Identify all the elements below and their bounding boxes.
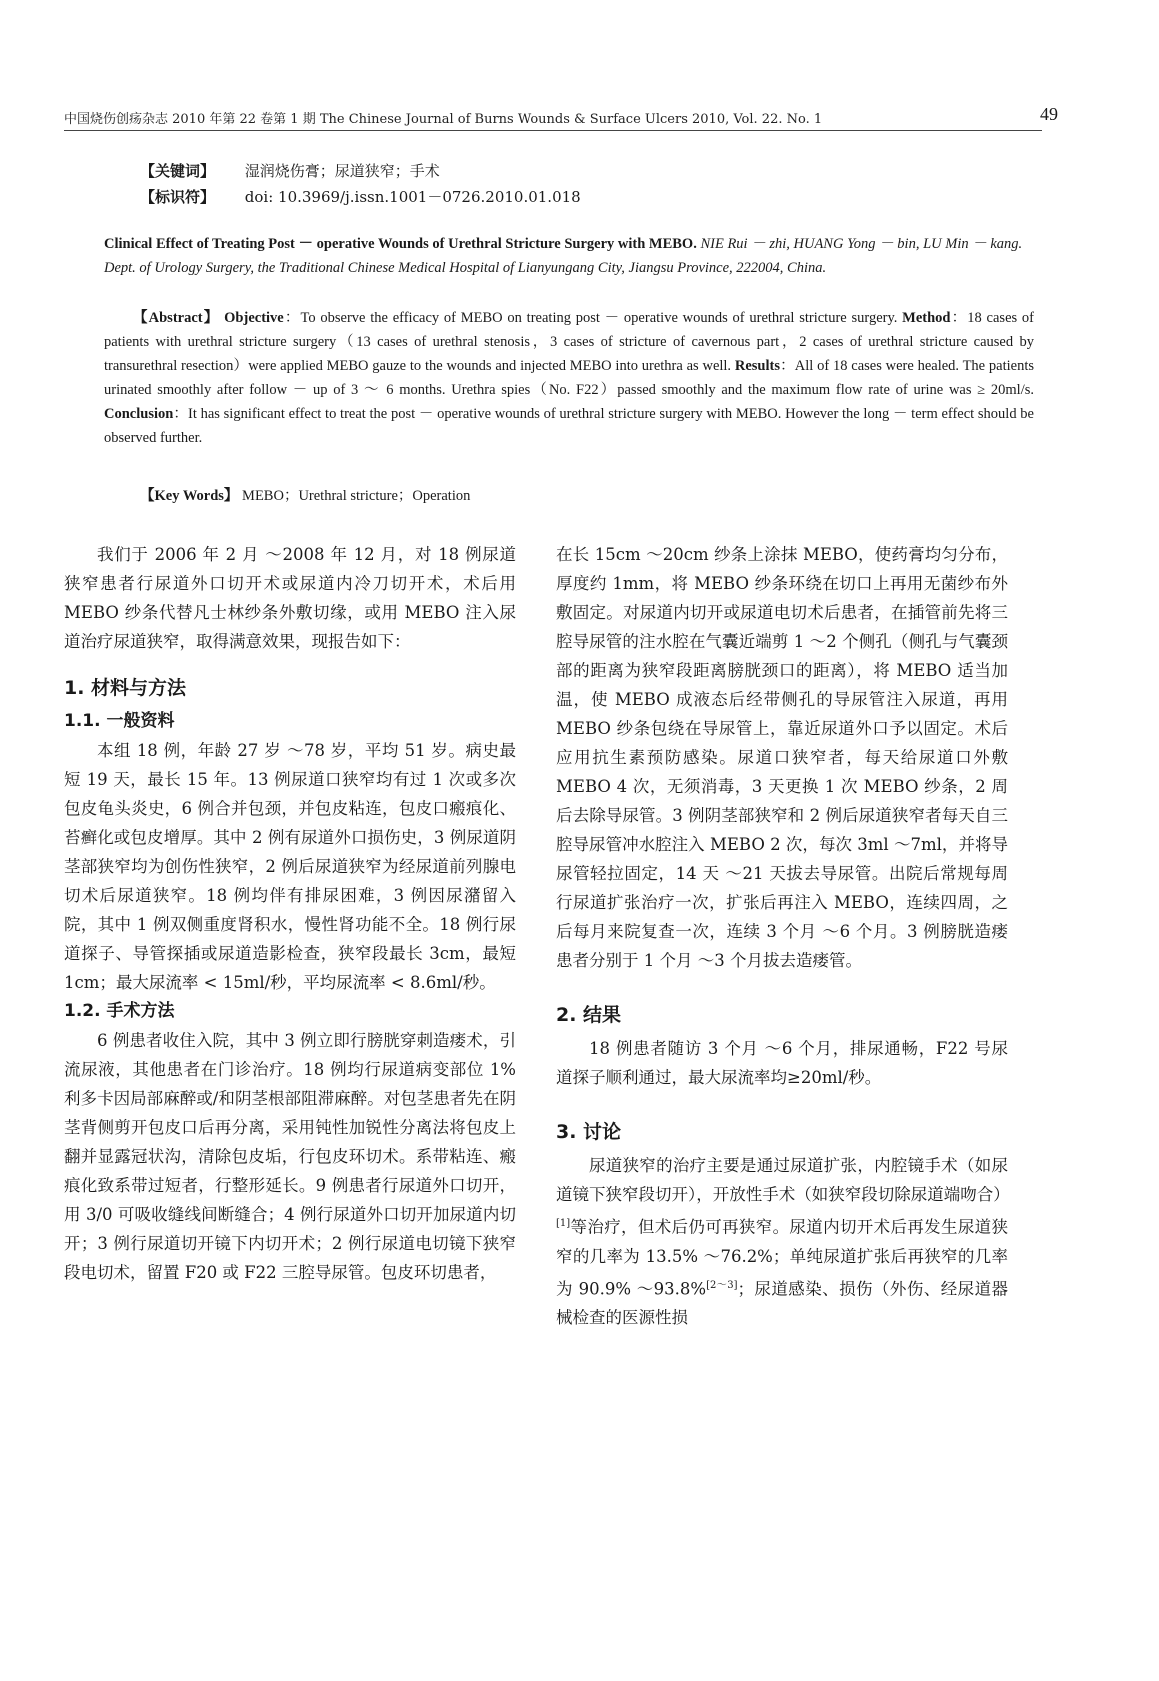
page-number: 49 [1040, 104, 1058, 124]
subsection-1-1-text: 本组 18 例，年龄 27 岁 ～78 岁，平均 51 岁。病史最短 19 天，最长 15 年。13 例尿道口狭窄均有过 1 次或多次包皮龟头炎史，6 例合并包颈，并包皮粘连，包皮口瘢痕化、苔癣化或包皮增厚。其中 2 例有尿道外口损伤史，3 例尿道阴茎部狭窄均为创伤性狭窄，2 例后尿道狭窄为经尿道前列腺电切术后尿道狭窄。18 例均伴有排尿困难，3 例因尿潴留入院，其中 1 例双侧重度肾积水，慢性肾功能不全。18 例行尿道探子、导管探插或尿道造影检查，狭窄段最长 3cm，最短 1cm；最大尿流率 < 15ml/秒，平均尿流率 < 8.6ml/秒。 [64, 741, 516, 992]
results-label: Results [734, 358, 780, 374]
keywords-cn-value: 湿润烧伤膏；尿道狭窄；手术 [244, 162, 440, 180]
subsection-1-2-title: 1.2. 手术方法 [64, 1001, 175, 1021]
doi-value: doi: 10.3969/j.issn.1001－0726.2010.01.018 [244, 188, 581, 206]
doi-line [140, 186, 581, 207]
english-authors: NIE Rui － zhi, HUANG Yong － bin, LU Min － kang. Dept. of Urology Surgery, the Traditional Chinese Medical Hospital of Lianyungang City, Jiangsu Province, 222004, China. [104, 236, 1023, 276]
section-3-title: 3. 讨论 [556, 1121, 622, 1143]
english-title-block [104, 232, 1034, 280]
method-continuation: 在长 15cm ～20cm 纱条上涂抹 MEBO，使药膏均匀分布，厚度约 1mm，将 MEBO 纱条环绕在切口上再用无菌纱布外敷固定。对尿道内切开或尿道电切术后患者，在插管前先将三腔导尿管的注水腔在气囊近端剪 1 ～2 个侧孔（侧孔与气囊颈部的距离为狭窄段距离膀胱颈口的距离），将 MEBO 适当加温，使 MEBO 成液态后经带侧孔的导尿管注入尿道，再用 MEBO 纱条包绕在导尿管上，靠近尿道外口予以固定。术后应用抗生素预防感染。尿道口狭窄者，每天给尿道口外敷 MEBO 4 次，无须消毒，3 天更换 1 次 MEBO 纱条，2 周后去除导尿管。3 例阴茎部狭窄和 2 例后尿道狭窄者每天自三腔导尿管冲水腔注入 MEBO 2 次，每次 3ml ～7ml，并将导尿管轻拉固定，14 天 ～21 天拔去导尿管。出院后常规每周行尿道扩张治疗一次，扩张后再注入 MEBO，连续四周，之后每月来院复查一次，连续 3 个月 ～6 个月。3 例膀胱造瘘患者分别于 1 个月 ～3 个月拔去造瘘管。 [556, 545, 1008, 970]
header-divider [64, 130, 1042, 131]
doi-label: 【标识符】 [140, 188, 216, 206]
conclusion-label: Conclusion [104, 406, 174, 422]
subsection-1-1-title: 1.1. 一般资料 [64, 711, 175, 731]
method-label: Method [902, 310, 951, 326]
section-3-text [556, 1151, 1008, 1332]
intro-paragraph: 我们于 2006 年 2 月 ～2008 年 12 月，对 18 例尿道狭窄患者行尿道外口切开术或尿道内冷刀切开术，术后用 MEBO 纱条代替凡士林纱条外敷切缘，或用 MEBO 注入尿道治疗尿道狭窄，取得满意效果，现报告如下： [64, 545, 516, 651]
english-keywords [140, 484, 1030, 508]
citation-1: [1] [556, 1218, 571, 1229]
objective-label: Objective [224, 310, 284, 326]
citation-2-3: [2～3] [706, 1279, 738, 1291]
objective-text: ：To observe the efficacy of MEBO on treating post － operative wounds of urethral stricture surgery. [283, 310, 898, 326]
left-column [64, 540, 516, 1287]
english-keywords-label: 【Key Words】 [140, 488, 239, 504]
keywords-cn-label: 【关键词】 [140, 162, 216, 180]
method-text: ：18 cases of patients with urethral stricture surgery（13 cases of urethral stenosis，3 cases of stricture of cavernous part，2 cases of urethral stricture caused by transurethral resection）were applied MEBO gauze to the wounds and injected MEBO into urethra as well. [104, 310, 1034, 374]
section-2-title: 2. 结果 [556, 1004, 622, 1026]
subsection-1-2-text: 6 例患者收住入院，其中 3 例立即行膀胱穿刺造瘘术，引流尿液，其他患者在门诊治疗。18 例均行尿道病变部位 1% 利多卡因局部麻醉或/和阴茎根部阻滞麻醉。对包茎患者先在阴茎背侧剪开包皮口后再分离，采用钝性加锐性分离法将包皮上翻并显露冠状沟，清除包皮垢，行包皮环切术。系带粘连、瘢痕化致系带过短者，行整形延长。9 例患者行尿道外口切开，用 3/0 可吸收缝线间断缝合；4 例行尿道外口切开加尿道内切开；3 例行尿道切开镜下内切开术；2 例行尿道电切镜下狭窄段电切术，留置 F20 或 F22 三腔导尿管。包皮环切患者， [64, 1031, 516, 1282]
section-2-text: 18 例患者随访 3 个月 ～6 个月，排尿通畅，F22 号尿道探子顺利通过，最大尿流率均≥20ml/秒。 [556, 1039, 1008, 1087]
discussion-text-a: 尿道狭窄的治疗主要是通过尿道扩张，内腔镜手术（如尿道镜下狭窄段切开），开放性手术（如狭窄段切除尿道端吻合） [556, 1156, 1010, 1204]
english-keywords-value: MEBO；Urethral stricture；Operation [242, 488, 471, 504]
results-text: ：All of 18 cases were healed. The patients urinated smoothly after follow － up of 3 ～ 6 months. Urethra spies（No. F22）passed smoothly and the maximum flow rate of urine was ≥ 20ml/s. [104, 358, 1035, 398]
english-title: Clinical Effect of Treating Post － operative Wounds of Urethral Stricture Surgery with MEBO. [104, 236, 697, 252]
conclusion-text: ：It has significant effect to treat the post － operative wounds of urethral stricture surgery with MEBO. However the long － term effect should be observed further. [104, 406, 1034, 446]
right-column [556, 540, 1008, 1332]
discussion-text-b: 等治疗，但术后仍可再狭窄。尿道内切开术后再发生尿道狭窄的几率为 13.5% ～76.2%；单纯尿道扩张后再狭窄的几率为 90.9% ～93.8% [556, 1217, 1008, 1298]
abstract-label: 【Abstract】 [133, 310, 220, 326]
keywords-cn [140, 160, 440, 181]
english-abstract [104, 306, 1034, 450]
discussion-text-c: ；尿道感染、损伤（外伤、经尿道器械检查的医源性损 [556, 1279, 1009, 1327]
section-1-title: 1. 材料与方法 [64, 677, 187, 699]
running-header: 中国烧伤创疡杂志 2010 年第 22 卷第 1 期 The Chinese Journal of Burns Wounds & Surface Ulcers 2010, Vol. 22. No. 1 [64, 112, 823, 127]
